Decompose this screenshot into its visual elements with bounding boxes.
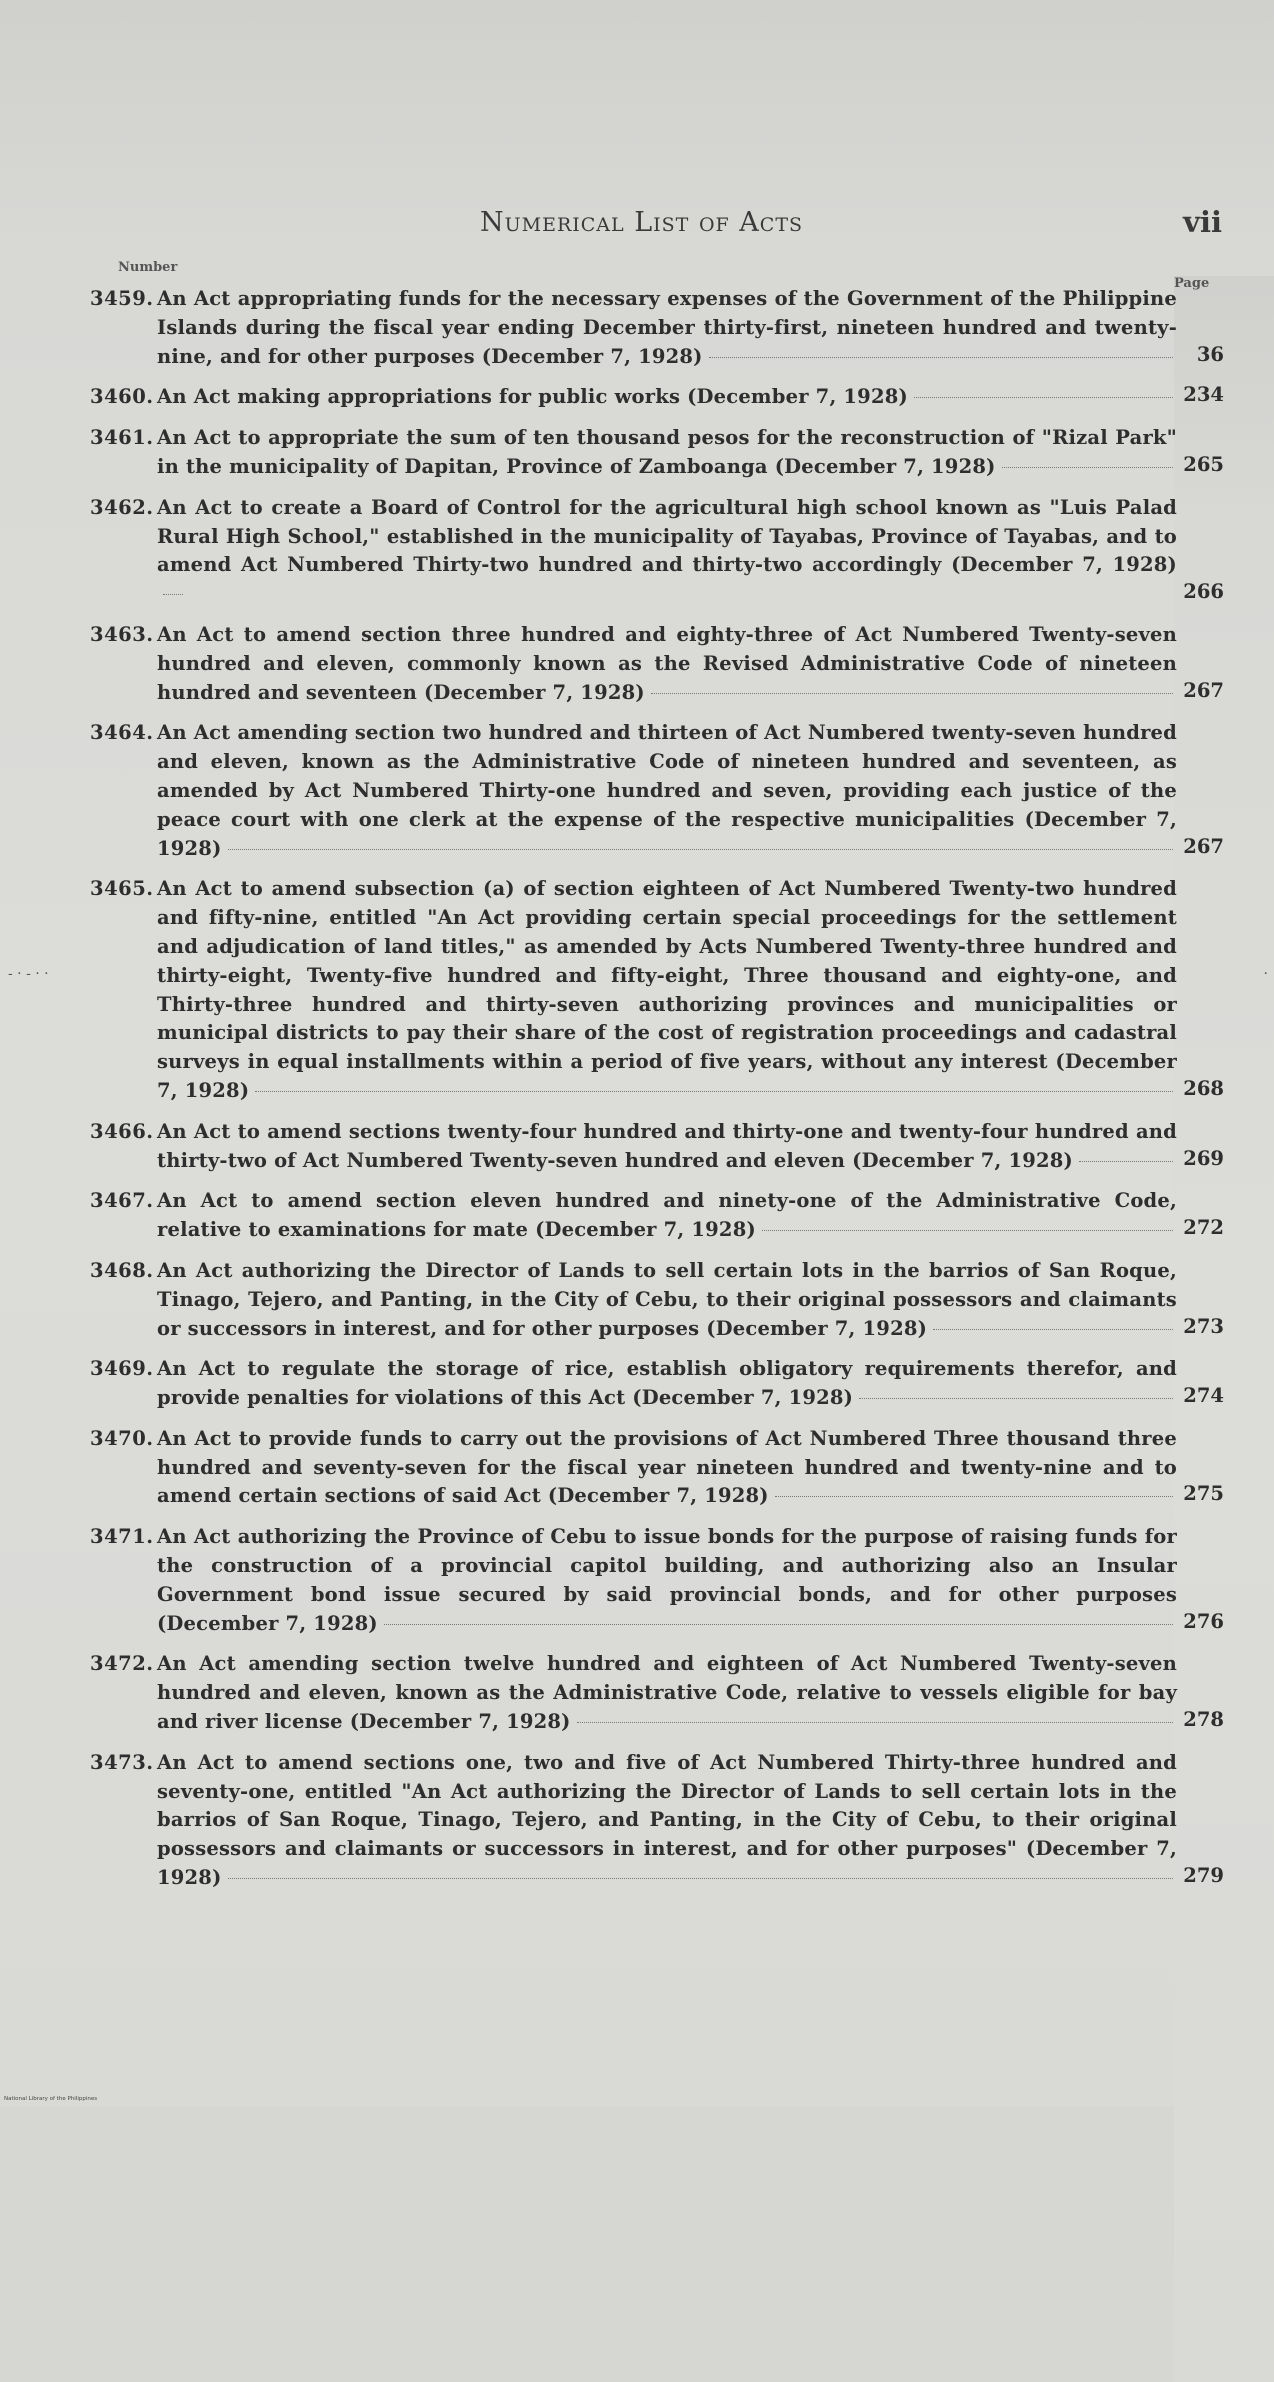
act-entry [90, 1425, 1224, 1511]
act-text-block [157, 1650, 1177, 1736]
act-number: 3468. [90, 1258, 154, 1282]
act-number: 3473. [90, 1750, 154, 1774]
act-page-number: 274 [1183, 1384, 1224, 1408]
act-page-number: 268 [1183, 1076, 1224, 1100]
act-text-block [157, 1355, 1177, 1413]
act-page-number: 266 [1183, 580, 1224, 604]
dot-leader [1079, 1161, 1173, 1162]
act-entry [90, 1257, 1224, 1343]
act-title: An Act to amend sections one, two and five of Act Numbered Thirty-three hundred and seventy-one, entitled "An Act authorizing the Director of Lands to sell certain lots in the barrios of San Roque, Tinago, Tejero, and Panting, in the City of Cebu, to their original possessors and claimants or successors in interest, and for other purposes" (December 7, 1928) [157, 1750, 1177, 1890]
page-number: vii [1183, 205, 1222, 239]
dot-leader [709, 357, 1173, 358]
act-title: An Act amending section two hundred and thirteen of Act Numbered twenty-seven hundred and eleven, known as the Administrative Code of nineteen hundred and seventeen, as amended by Act Numbered Thirty-one hundred and seven, providing each justice of the peace court with one clerk at the expense of the respective municipalities (December 7, 1928) [157, 721, 1177, 860]
act-number: 3471. [90, 1525, 154, 1549]
act-title: An Act authorizing the Province of Cebu to issue bonds for the purpose of raising funds for the construction of a provincial capitol building, and authorizing also an Insular Government bond issue secured by said provincial bonds, and for other purposes (December 7, 1928) [157, 1525, 1177, 1635]
act-number: 3465. [90, 877, 154, 901]
running-title: Numerical List of Acts [480, 207, 804, 238]
act-text-block [157, 1187, 1177, 1245]
act-text-block [157, 875, 1177, 1105]
act-title: An Act to create a Board of Control for the agricultural high school known as "Luis Palad Rural High School," established in the municipality of Tayabas, Province of Tayabas, and to amend Act Numbered Thirty-two hundred and thirty-two accordingly (December 7, 1928) [157, 495, 1177, 577]
act-title: An Act making appropriations for public works (December 7, 1928) [157, 385, 908, 409]
dot-leader [384, 1624, 1173, 1625]
act-page-number: 269 [1183, 1146, 1224, 1170]
act-title: An Act authorizing the Director of Lands to sell certain lots in the barrios of San Roque, Tinago, Tejero, and Panting, in the City of Cebu, to their original possessors and claimants or successors in interest, and for other purposes (December 7, 1928) [157, 1258, 1177, 1340]
act-title: An Act appropriating funds for the necessary expenses of the Government of the Philippine Islands during the fiscal year ending December thirty-first, nineteen hundred and twenty-nine, and for other purposes (December 7, 1928) [157, 287, 1177, 368]
act-page-number: 276 [1183, 1609, 1224, 1633]
dot-leader [933, 1329, 1173, 1330]
act-text-block [157, 1749, 1177, 1893]
act-title: An Act amending section twelve hundred and eighteen of Act Numbered Twenty-seven hundred and eleven, known as the Administrative Code, relative to vessels eligible for bay and river license (December 7, 1928) [157, 1652, 1177, 1734]
act-page-number: 265 [1183, 452, 1224, 476]
act-page-number: 234 [1183, 383, 1224, 407]
act-text-block [157, 1257, 1177, 1343]
act-title: An Act to provide funds to carry out the provisions of Act Numbered Three thousand three hundred and seventy-seven for the fiscal year nineteen hundred and twenty-nine and to amend certain sections of said Act (December 7, 1928) [157, 1426, 1177, 1508]
act-number: 3463. [90, 622, 154, 646]
act-number: 3464. [90, 721, 154, 745]
act-number: 3469. [90, 1357, 154, 1381]
scan-edge-mark-left: - · - · · [8, 966, 49, 982]
act-page-number: 272 [1183, 1216, 1224, 1240]
dot-leader [651, 693, 1173, 694]
act-text-block [157, 1425, 1177, 1511]
act-entry [90, 1650, 1224, 1736]
column-page-label: Page [1174, 276, 1274, 2382]
act-text-block [157, 383, 1177, 412]
act-number: 3459. [90, 287, 154, 310]
act-number: 3462. [90, 495, 154, 519]
act-title: An Act to amend subsection (a) of section eighteen of Act Numbered Twenty-two hundred and fifty-nine, entitled "An Act providing certain special proceedings for the settlement and adjudication of land titles," as amended by Acts Numbered Twenty-three hundred and thirty-eight, Twenty-five hundred and fifty-eight, Three thousand and eighty-one, and Thirty-three hundred and thirty-seven authorizing provinces and municipalities or municipal districts to pay their share of the cost of registration proceedings and cadastral surveys in equal installments within a period of five years, without any interest (December 7, 1928) [157, 877, 1177, 1102]
act-number: 3467. [90, 1189, 154, 1213]
act-number: 3460. [90, 385, 154, 409]
dot-leader [775, 1496, 1173, 1497]
dot-leader [762, 1230, 1173, 1231]
act-text-block [157, 494, 1177, 609]
footer-credit: National Library of the Philippines [4, 2096, 98, 2102]
dot-leader [1002, 467, 1173, 468]
act-entry [90, 719, 1224, 863]
act-page-number: 36 [1196, 342, 1224, 366]
act-title: An Act to amend section eleven hundred and ninety-one of the Administrative Code, relative to examinations for mate (December 7, 1928) [157, 1189, 1177, 1242]
act-page-number: 267 [1183, 678, 1224, 702]
act-text-block [157, 285, 1177, 371]
act-title: An Act to amend section three hundred and eighty-three of Act Numbered Twenty-seven hundred and eleven, commonly known as the Revised Administrative Code of nineteen hundred and seventeen (December 7, 1928) [157, 622, 1177, 704]
dot-leader [255, 1091, 1173, 1092]
dot-leader [228, 849, 1174, 850]
act-number: 3470. [90, 1426, 154, 1450]
act-text-block [157, 1523, 1177, 1638]
column-number-label: Number [118, 260, 178, 275]
act-text-block [157, 1118, 1177, 1176]
act-page-number: 275 [1183, 1482, 1224, 1506]
act-title: An Act to regulate the storage of rice, establish obligatory requirements therefor, and provide penalties for violations of this Act (December 7, 1928) [157, 1357, 1177, 1410]
act-page-number: 273 [1183, 1314, 1224, 1338]
act-entry [90, 494, 1224, 609]
act-title: An Act to amend sections twenty-four hundred and thirty-one and twenty-four hundred and thirty-two of Act Numbered Twenty-seven hundred and eleven (December 7, 1928) [157, 1119, 1177, 1172]
act-entry [90, 424, 1224, 482]
dot-leader [577, 1722, 1173, 1723]
act-entry [90, 285, 1224, 371]
dot-leader [228, 1878, 1174, 1879]
act-entry [90, 1187, 1224, 1245]
act-entry [90, 875, 1224, 1105]
act-entry [90, 1749, 1224, 1893]
act-text-block [157, 424, 1177, 482]
act-entry [90, 1523, 1224, 1638]
acts-list [90, 285, 1224, 1905]
act-page-number: 279 [1183, 1864, 1224, 1888]
act-entry [90, 621, 1224, 707]
act-page-number: 278 [1183, 1708, 1224, 1732]
act-entry [90, 1355, 1224, 1413]
act-title: An Act to appropriate the sum of ten thousand pesos for the reconstruction of "Rizal Park" in the municipality of Dapitan, Province of Zamboanga (December 7, 1928) [157, 426, 1177, 478]
act-text-block [157, 719, 1177, 863]
act-entry [90, 383, 1224, 412]
running-head [0, 205, 1274, 245]
dot-leader [859, 1398, 1173, 1399]
act-entry [90, 1118, 1224, 1176]
dot-leader [163, 594, 183, 595]
scan-edge-mark-right: · [1263, 966, 1268, 982]
dot-leader [914, 397, 1173, 398]
act-text-block [157, 621, 1177, 707]
act-number: 3466. [90, 1119, 154, 1143]
act-page-number: 267 [1183, 834, 1224, 858]
act-number: 3461. [90, 426, 154, 450]
act-number: 3472. [90, 1652, 154, 1676]
